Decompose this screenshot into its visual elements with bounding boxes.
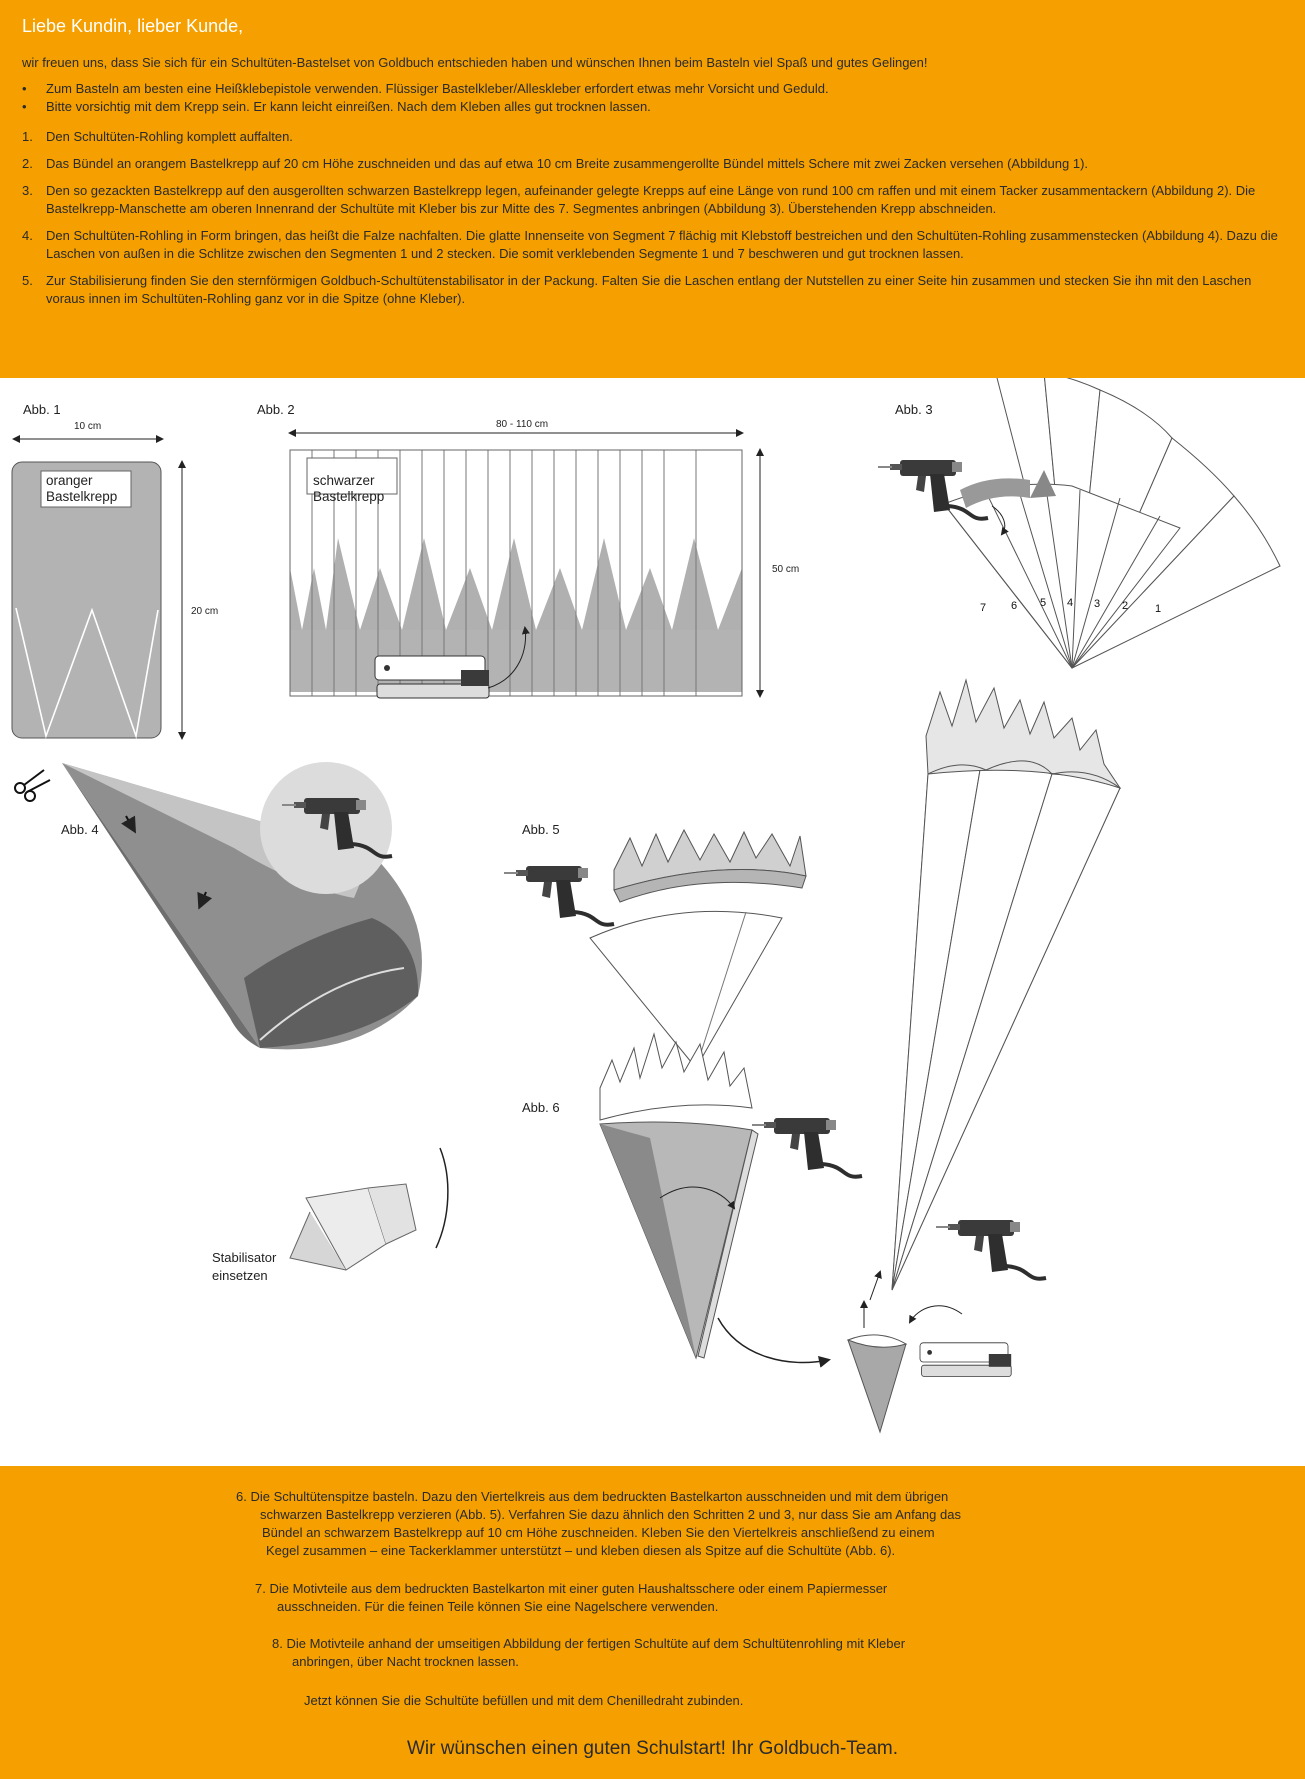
- finished-cone-outline: [892, 680, 1120, 1290]
- step-line: 8. Die Motivteile anhand der umseitigen Abbildung der fertigen Schultüte auf dem Schultütenrohling mit Kleber: [272, 1636, 906, 1651]
- step-number: 1.: [22, 129, 33, 144]
- step-line: anbringen, über Nacht trocknen lassen.: [292, 1654, 519, 1669]
- stapler-icon: [920, 1343, 1011, 1377]
- tip-item: • Zum Basteln am besten eine Heißklebepistole verwenden. Flüssiger Bastelkleber/Alleskleber erfordert etwas mehr Vorsicht und Geduld.: [22, 80, 1283, 98]
- crepe-tag-line: oranger: [46, 473, 93, 488]
- step-8: [272, 1635, 905, 1671]
- step-line: 7. Die Motivteile aus dem bedruckten Bastelkarton mit einer guten Haushaltsschere oder einem Papiermesser: [255, 1581, 888, 1596]
- step-text: Den so gezackten Bastelkrepp auf den ausgerollten schwarzen Bastelkrepp legen, aufeinander gelegte Krepps auf eine Länge von rund 100 cm raffen und mit einem Tacker zusammentackern (Abbildung 2). Die Bastelkrepp-Manschette am oberen Innenrand der Schultüte mit Kleber bis zur Mitte des 7. Segmentes anbringen (Abbildung 3). Überstehenden Krepp abschneiden.: [46, 183, 1256, 216]
- step-line: Bündel an schwarzem Bastelkrepp auf 10 cm Höhe zuschneiden. Kleben Sie den Viertelkreis anschließend zu einem: [262, 1525, 935, 1540]
- figure-abb4: [62, 762, 448, 1270]
- glue-gun-icon: [752, 1118, 862, 1177]
- step-text: Das Bündel an orangem Bastelkrepp auf 20 cm Höhe zuschneiden und das auf etwa 10 cm Breite zusammengerollte Bündel mittels Schere mit zwei Zacken versehen (Abbildung 1).: [46, 156, 1089, 171]
- stabilizer-line: einsetzen: [212, 1268, 268, 1283]
- greeting: Liebe Kundin, lieber Kunde,: [22, 16, 244, 36]
- segment-number: 7: [980, 602, 987, 614]
- figure-abb3: [878, 378, 1280, 668]
- step-item: [22, 155, 1283, 173]
- signoff: Wir wünschen einen guten Schulstart! Ihr Goldbuch-Team.: [406, 1738, 899, 1759]
- step-item: [22, 128, 1283, 146]
- stabilizer-label: [212, 1249, 276, 1285]
- step-item: [22, 227, 1283, 263]
- step-number: 3.: [22, 183, 33, 198]
- scissors-icon: [15, 770, 50, 801]
- step-text: Den Schultüten-Rohling in Form bringen, das heißt die Falze nachfalten. Die glatte Innenseite von Segment 7 flächig mit Klebstoff bestreichen und den Schultüten-Rohling zusammenstecken (Abbildung 4). Dazu die Laschen von außen in die Schlitze zwischen den Segmenten 1 und 2 stecken. Die somit verklebenden Segmente 1 und 7 beschweren und gut trocknen lassen.: [46, 228, 1278, 261]
- tip-item: • Bitte vorsichtig mit dem Krepp sein. Er kann leicht einreißen. Nach dem Kleben alles gut trocknen lassen.: [22, 98, 1283, 116]
- step-number: 4.: [22, 228, 33, 243]
- segment-number: 1: [1155, 603, 1162, 615]
- small-cone: [848, 1340, 906, 1432]
- figure-label: Abb. 2: [257, 402, 295, 417]
- steps-list: [22, 128, 1283, 308]
- dimension-label: 50 cm: [772, 564, 800, 575]
- glue-gun-icon: [504, 866, 614, 925]
- stabilizer-line: Stabilisator: [212, 1250, 277, 1265]
- step-line: 6. Die Schultütenspitze basteln. Dazu den Viertelkreis aus dem bedruckten Bastelkarton ausschneiden und mit dem übrigen: [236, 1489, 949, 1504]
- segment-number: 3: [1094, 598, 1101, 610]
- crepe-tag-line: Bastelkrepp: [46, 489, 118, 504]
- crepe-tag-line: Bastelkrepp: [313, 489, 385, 504]
- illustrations: [0, 378, 1305, 1466]
- segment-number: 2: [1122, 600, 1129, 612]
- crepe-crown: [600, 1034, 752, 1120]
- instructions-footer: [0, 1466, 1305, 1779]
- step-6: [236, 1488, 961, 1560]
- figure-label: Abb. 4: [61, 822, 99, 837]
- dimension-label: 10 cm: [74, 421, 102, 432]
- closing-text: Jetzt können Sie die Schultüte befüllen und mit dem Chenilledraht zubinden.: [304, 1693, 744, 1708]
- dimension-label: 20 cm: [191, 606, 219, 617]
- figure-label: Abb. 3: [895, 402, 933, 417]
- step-7: [255, 1580, 887, 1616]
- step-line: Kegel zusammen – eine Tackerklammer unterstützt – und kleben diesen als Spitze auf die Schultüte (Abb. 6).: [266, 1543, 896, 1558]
- stapler-icon: [375, 656, 489, 698]
- figure-label: Abb. 5: [522, 822, 560, 837]
- stabilizer-shape: [290, 1184, 416, 1270]
- crepe-tag-text: [46, 473, 117, 505]
- step-number: 5.: [22, 273, 33, 288]
- crepe-tag-line: schwarzer: [313, 473, 375, 488]
- crepe-tag-text: [313, 473, 384, 505]
- step-number: 2.: [22, 156, 33, 171]
- glue-gun-icon: [936, 1220, 1046, 1279]
- tips-list: [22, 80, 1283, 116]
- step-line: ausschneiden. Für die feinen Teile können Sie eine Nagelschere verwenden.: [277, 1599, 719, 1614]
- instructions-header: [0, 0, 1305, 378]
- step-item: [22, 272, 1283, 308]
- segment-number: 5: [1040, 597, 1047, 609]
- step-line: schwarzen Bastelkrepp verzieren (Abb. 5). Verfahren Sie dazu ähnlich den Schritten 2 und 3, nur dass Sie am Anfang das: [260, 1507, 961, 1522]
- dimension-label: 80 - 110 cm: [496, 419, 549, 430]
- figure-label: Abb. 6: [522, 1100, 560, 1115]
- segment-number: 6: [1011, 600, 1018, 612]
- figure-label: Abb. 1: [23, 402, 61, 417]
- step-text: Zur Stabilisierung finden Sie den sternförmigen Goldbuch-Schultütenstabilisator in der Packung. Falten Sie die Laschen entlang der Nutstellen zu einer Seite hin zusammen und stecken Sie ihn mit den Laschen voraus innen im Schultüten-Rohling ganz vor in die Spitze (ohne Kleber).: [46, 273, 1252, 306]
- intro-text: wir freuen uns, dass Sie sich für ein Schultüten-Bastelset von Goldbuch entschieden haben und wünschen Ihnen beim Basteln viel Spaß und gutes Gelingen!: [22, 55, 928, 70]
- step-text: Den Schultüten-Rohling komplett auffalten.: [46, 129, 293, 144]
- step-item: [22, 182, 1283, 218]
- figure-abb5: [504, 830, 806, 1068]
- segment-number: 4: [1067, 597, 1074, 609]
